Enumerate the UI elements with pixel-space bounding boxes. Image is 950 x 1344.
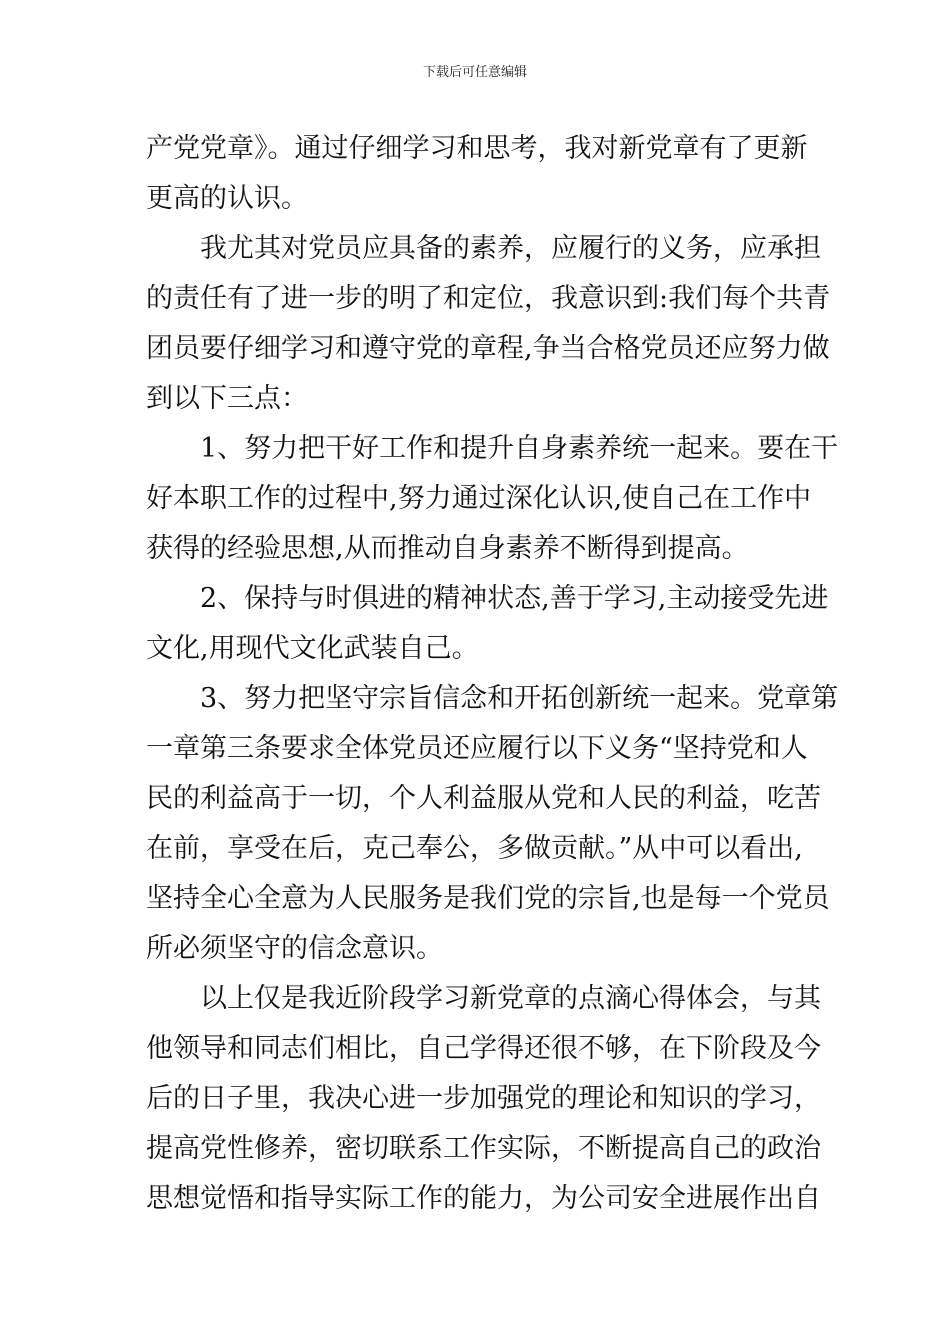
- paragraph: [146, 574, 829, 674]
- text-line: 2、保持与时俱进的精神状态,善于学习,主动接受先进: [200, 583, 829, 614]
- text-line: 到以下三点：: [146, 383, 308, 414]
- paragraph: [146, 124, 810, 224]
- text-line: 团员要仔细学习和遵守党的章程,争当合格党员还应努力做: [146, 333, 830, 364]
- text-line: 好本职工作的过程中,努力通过深化认识,使自己在工作中: [146, 483, 812, 514]
- text-line: 所必须坚守的信念意识。: [146, 933, 443, 964]
- text-line: 他领导和同志们相比，自己学得还很不够，在下阶段及今: [146, 1033, 821, 1064]
- text-line: 1、努力把干好工作和提升自身素养统一起来。要在干: [200, 433, 839, 464]
- text-line: 在前，享受在后，克己奉公，多做贡献。”从中可以看出,: [146, 833, 803, 864]
- paragraph: [146, 224, 831, 424]
- text-line: 民的利益高于一切，个人利益服从党和人民的利益，吃苦: [146, 783, 821, 814]
- page-header: 下载后可任意编辑: [422, 65, 527, 80]
- text-line: 思想觉悟和指导实际工作的能力，为公司安全进展作出自: [146, 1183, 821, 1214]
- text-line: 以上仅是我近阶段学习新党章的点滴心得体会，与其: [200, 983, 821, 1014]
- paragraph: [146, 424, 839, 574]
- text-line: 3、努力把坚守宗旨信念和开拓创新统一起来。党章第: [200, 683, 839, 714]
- text-line: 文化,用现代文化武装自己。: [146, 633, 479, 664]
- text-line: 更高的认识。: [146, 183, 308, 214]
- text-line: 后的日子里，我决心进一步加强党的理论和知识的学习，: [146, 1083, 821, 1114]
- text-line: 我尤其对党员应具备的素养，应履行的义务，应承担: [200, 233, 821, 264]
- text-line: 产党党章》。通过仔细学习和思考，我对新党章有了更新: [146, 133, 808, 164]
- paragraph: [146, 674, 839, 974]
- text-line: 提高党性修养，密切联系工作实际，不断提高自己的政治: [146, 1133, 821, 1164]
- text-line: 一章第三条要求全体党员还应履行以下义务“坚持党和人: [146, 733, 808, 764]
- text-line: 坚持全心全意为人民服务是我们党的宗旨,也是每一个党员: [146, 883, 830, 914]
- text-line: 获得的经验思想,从而推动自身素养不断得到提高。: [146, 533, 749, 564]
- text-line: 的责任有了进一步的明了和定位，我意识到:我们每个共青: [146, 283, 831, 314]
- paragraph: [146, 974, 821, 1224]
- document-body: [146, 124, 839, 1224]
